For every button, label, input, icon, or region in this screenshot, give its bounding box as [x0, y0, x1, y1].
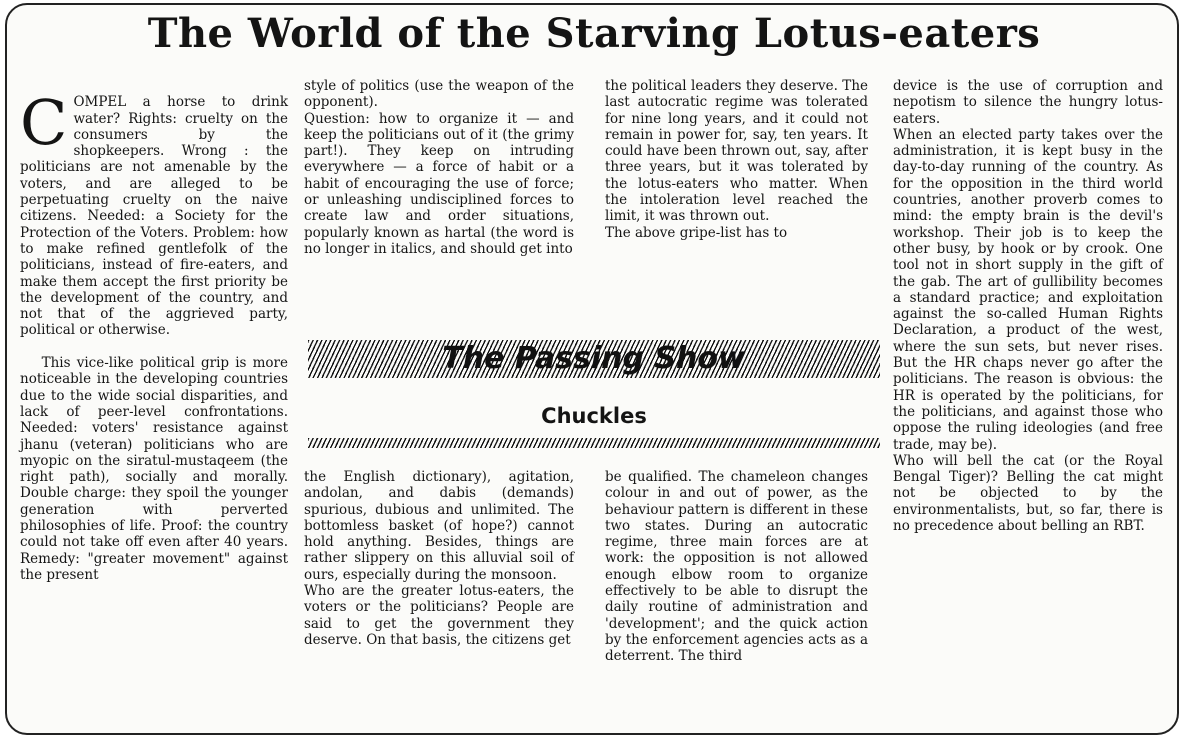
- column-4: device is the use of corruption and nepotism to silence the hungry lotus-eaters. When an elected party takes over the administration, it is kept busy in the day-to-day running of the country. As for the opposition in the third world countries, another proverb comes to mind: the empty brain is the devil's workshop. Their job is to keep the other busy, by hook or by crook. One tool not in short supply in the gift of the gab. The art of gullibility becomes a standard practice; and exploitation against the so-called Human Rights Declaration, a product of the west, where the sun sets, but never rises. But the HR chaps never go after the politicians. The reason is obvious: the HR is operated by the politicians, for the politicians, and against those who oppose the ruling ideologies (and free trade, may be). Who will bell the cat (or the Royal Bengal Tiger)? Belling the cat might not be objected to by the environmentalists, but, so far, there is no precedence about belling an RBT.: [893, 78, 1163, 535]
- column-3-top: the political leaders they deserve. The last autocratic regime was tolerated for nine long years, and it could not remain in power for, say, ten years. It could have been thrown out, say, after three years, but it was tolerated by the lotus-eaters who matter. When the intoleration level reached the limit, it was thrown out. The above gripe-list has to: [605, 78, 868, 241]
- passing-show-banner: The Passing Show: [442, 341, 746, 376]
- column-3-bottom: be qualified. The chameleon changes colour in and out of power, as the behaviour pattern is different in these two states. During an autocratic regime, three main forces are at work: the opposition is not allowed enough elbow room to organize effectively to be able to disrupt the daily routine of administration and 'development'; and the quick action by the enforcement agencies acts as a deterrent. The third: [605, 469, 868, 665]
- column-2-bottom: the English dictionary), agitation, andolan, and dabis (demands) spurious, dubious and unlimited. The bottomless basket (of hope?) cannot hold anything. Besides, things are rather slippery on this alluvial soil of ours, especially during the monsoon. Who are the greater lotus-eaters, the voters or the politicians? People are said to get the government they deserve. On that basis, the citizens get: [304, 469, 574, 648]
- hatched-rule: [308, 438, 880, 448]
- column-subhead: Chuckles: [541, 404, 647, 428]
- column-1-paragraph-2: This vice-like political grip is more noticeable in the developing countries due to the wide social disparities, and lack of peer-level confrontations. Needed: voters' resistance against jhanu (veteran) politicians who are myopic on the siratul-mustaqeem (the right path), socially and morally. Double charge: they spoil the younger generation with perverted philosophies of life. Proof: the country could not take off even after 40 years. Remedy: "greater movement" against the present: [20, 355, 288, 583]
- drop-cap: C: [20, 86, 68, 160]
- banner-hatch: [308, 340, 880, 378]
- lead-paragraph: [20, 86, 288, 339]
- column-2-top: style of politics (use the weapon of the opponent). Question: how to organize it — and keep the politicians out of it (the grimy part!). They keep on intruding everywhere — a force of habit or a habit of encouraging the use of force; or unleashing undisciplined forces to create law and order situations, popularly known as hartal (the word is no longer in italics, and should get into: [304, 78, 574, 257]
- column-1: [20, 78, 288, 600]
- article-headline: The World of the Starving Lotus-eaters: [147, 10, 1041, 57]
- lead-text: OMPEL a horse to drink water? Rights: cruelty on the consumers by the shopkeepers. Wrong : the politicians are not amenable by the voters, and are alleged to be perpetuating cruelty on the naive citizens. Needed: a Society for the Protection of the Voters. Problem: how to make refined gentlefolk of the politicians, instead of fire-eaters, and make them accept the first priority be the development of the country, and not that of the aggrieved party, political or otherwise.: [20, 94, 288, 339]
